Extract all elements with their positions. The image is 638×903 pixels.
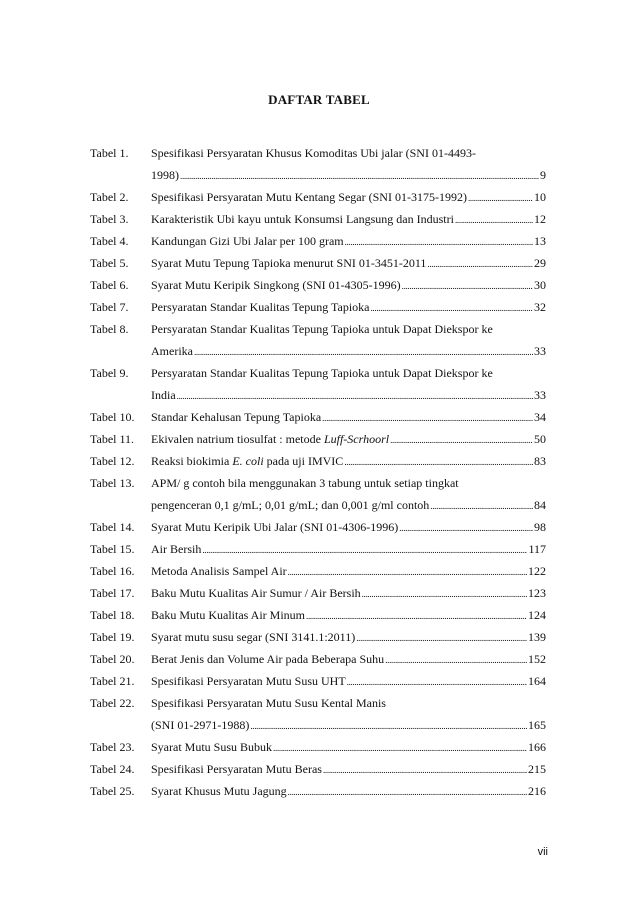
entry-last-line — [151, 406, 546, 428]
entry-body — [151, 428, 546, 450]
entry-body — [151, 142, 546, 186]
entry-body — [151, 274, 546, 296]
entry-page-number: 12 — [534, 212, 546, 226]
entry-label: Tabel 25. — [90, 784, 135, 798]
table-entry — [90, 318, 546, 362]
entry-body — [151, 186, 546, 208]
table-entry — [90, 626, 546, 648]
table-entry — [90, 428, 546, 450]
entry-title-line: Persyaratan Standar Kualitas Tepung Tapioka untuk Dapat Diekspor ke — [151, 366, 493, 380]
entry-title: Metoda Analisis Sampel Air — [151, 564, 287, 578]
dot-leader — [427, 253, 533, 274]
entry-body — [151, 648, 546, 670]
entry-title: Syarat Mutu Susu Bubuk — [151, 740, 273, 754]
entry-page-number: 10 — [534, 190, 546, 204]
entry-last-line — [151, 780, 546, 802]
entry-title-italic: E. coli — [232, 454, 264, 468]
dot-leader — [202, 539, 527, 560]
dot-leader — [306, 605, 527, 626]
entry-page-number: 215 — [528, 762, 546, 776]
entry-title: Syarat Khusus Mutu Jagung — [151, 784, 287, 798]
entry-page-number: 166 — [528, 740, 546, 754]
table-entry — [90, 472, 546, 516]
entry-body — [151, 296, 546, 318]
entry-label: Tabel 22. — [90, 696, 135, 710]
entry-last-line — [151, 274, 546, 296]
entry-title-line: Spesifikasi Persyaratan Khusus Komoditas Ubi jalar (SNI 01-4493- — [151, 146, 476, 160]
dot-leader — [455, 209, 533, 230]
table-entry — [90, 274, 546, 296]
entry-title-line: Spesifikasi Persyaratan Mutu Susu Kental Manis — [151, 696, 386, 710]
table-entry — [90, 758, 546, 780]
entry-title: Berat Jenis dan Volume Air pada Beberapa Suhu — [151, 652, 385, 666]
entry-last-line — [151, 714, 546, 736]
entry-body — [151, 560, 546, 582]
entry-label: Tabel 1. — [90, 146, 129, 160]
entry-page-number: 216 — [528, 784, 546, 798]
entry-page-number: 13 — [534, 234, 546, 248]
entry-title: Spesifikasi Persyaratan Mutu Kentang Segar (SNI 01-3175-1992) — [151, 190, 467, 204]
dot-leader — [390, 429, 533, 450]
entry-label: Tabel 2. — [90, 190, 129, 204]
dot-leader — [344, 451, 533, 472]
entry-body — [151, 362, 546, 406]
entry-last-line — [151, 758, 546, 780]
entry-body — [151, 692, 546, 736]
entry-last-line — [151, 384, 546, 406]
entry-page-number: 84 — [534, 498, 546, 512]
entry-label: Tabel 23. — [90, 740, 135, 754]
entry-label: Tabel 13. — [90, 476, 135, 490]
entry-body — [151, 736, 546, 758]
entry-title: Spesifikasi Persyaratan Mutu Beras — [151, 762, 322, 776]
entry-label: Tabel 8. — [90, 322, 129, 336]
entry-page-number: 122 — [528, 564, 546, 578]
entry-last-line — [151, 450, 546, 472]
page-number: vii — [537, 846, 548, 858]
entry-label: Tabel 7. — [90, 300, 129, 314]
table-entry — [90, 362, 546, 406]
entry-page-number: 123 — [528, 586, 546, 600]
entry-label: Tabel 14. — [90, 520, 135, 534]
entry-page-number: 124 — [528, 608, 546, 622]
table-entry — [90, 736, 546, 758]
entry-last-line — [151, 560, 546, 582]
entry-body — [151, 758, 546, 780]
table-entry — [90, 648, 546, 670]
dot-leader — [347, 671, 527, 692]
dot-leader — [385, 649, 527, 670]
entry-last-line — [151, 648, 546, 670]
table-entry — [90, 406, 546, 428]
entry-title: Syarat Mutu Keripik Singkong (SNI 01-4305-1996) — [151, 278, 401, 292]
table-list — [90, 142, 546, 802]
entry-title: Baku Mutu Kualitas Air Sumur / Air Bersih — [151, 586, 361, 600]
entry-page-number: 9 — [540, 168, 546, 182]
entry-body — [151, 670, 546, 692]
entry-last-line — [151, 186, 546, 208]
dot-leader — [399, 517, 533, 538]
entry-page-number: 98 — [534, 520, 546, 534]
entry-body — [151, 780, 546, 802]
entry-page-number: 30 — [534, 278, 546, 292]
entry-page-number: 33 — [534, 388, 546, 402]
entry-title: Kandungan Gizi Ubi Jalar per 100 gram — [151, 234, 344, 248]
dot-leader — [356, 627, 527, 648]
entry-title: Karakteristik Ubi kayu untuk Konsumsi Langsung dan Industri — [151, 212, 454, 226]
entry-page-number: 34 — [534, 410, 546, 424]
entry-label: Tabel 19. — [90, 630, 135, 644]
entry-title: pengenceran 0,1 g/mL; 0,01 g/mL; dan 0,001 g/ml contoh — [151, 498, 430, 512]
table-entry — [90, 604, 546, 626]
table-entry — [90, 582, 546, 604]
entry-body — [151, 450, 546, 472]
table-entry — [90, 230, 546, 252]
page-title: DAFTAR TABEL — [268, 92, 370, 107]
dot-leader — [180, 165, 539, 186]
entry-title: Persyaratan Standar Kualitas Tepung Tapioka — [151, 300, 370, 314]
entry-body — [151, 472, 546, 516]
entry-page-number: 117 — [528, 542, 546, 556]
entry-body — [151, 604, 546, 626]
entry-title-italic: Luff-Scrhoorl — [323, 432, 390, 446]
dot-leader — [345, 231, 533, 252]
dot-leader — [322, 407, 533, 428]
table-entry — [90, 692, 546, 736]
table-entry — [90, 208, 546, 230]
entry-page-number: 165 — [528, 718, 546, 732]
dot-leader — [402, 275, 533, 296]
entry-last-line — [151, 670, 546, 692]
entry-body — [151, 538, 546, 560]
dot-leader — [323, 759, 527, 780]
entry-label: Tabel 18. — [90, 608, 135, 622]
entry-page-number: 32 — [534, 300, 546, 314]
entry-label: Tabel 6. — [90, 278, 129, 292]
dot-leader — [370, 297, 533, 318]
entry-body — [151, 208, 546, 230]
entry-title: Amerika — [151, 344, 193, 358]
table-entry — [90, 560, 546, 582]
entry-title: (SNI 01-2971-1988) — [151, 718, 250, 732]
entry-title-line: Persyaratan Standar Kualitas Tepung Tapioka untuk Dapat Diekspor ke — [151, 322, 493, 336]
entry-page-number: 29 — [534, 256, 546, 270]
dot-leader — [273, 737, 527, 758]
entry-last-line — [151, 252, 546, 274]
entry-last-line — [151, 340, 546, 362]
entry-last-line — [151, 428, 546, 450]
dot-leader — [288, 561, 527, 582]
dot-leader — [288, 781, 527, 802]
entry-label: Tabel 4. — [90, 234, 129, 248]
dot-leader — [177, 385, 533, 406]
entry-page-number: 83 — [534, 454, 546, 468]
entry-last-line — [151, 582, 546, 604]
entry-last-line — [151, 736, 546, 758]
entry-label: Tabel 11. — [90, 432, 135, 446]
entry-label: Tabel 10. — [90, 410, 135, 424]
entry-last-line — [151, 208, 546, 230]
entry-label: Tabel 5. — [90, 256, 129, 270]
entry-label: Tabel 21. — [90, 674, 135, 688]
dot-leader — [194, 341, 533, 362]
entry-last-line — [151, 516, 546, 538]
table-entry — [90, 450, 546, 472]
table-entry — [90, 186, 546, 208]
entry-title: Syarat Mutu Tepung Tapioka menurut SNI 01-3451-2011 — [151, 256, 427, 270]
entry-last-line — [151, 230, 546, 252]
entry-last-line — [151, 626, 546, 648]
entry-title: Spesifikasi Persyaratan Mutu Susu UHT — [151, 674, 346, 688]
entry-label: Tabel 15. — [90, 542, 135, 556]
entry-label: Tabel 3. — [90, 212, 129, 226]
entry-body — [151, 406, 546, 428]
entry-title: Syarat Mutu Keripik Ubi Jalar (SNI 01-4306-1996) — [151, 520, 399, 534]
entry-title: Reaksi biokimia E. coli pada uji IMVIC — [151, 454, 344, 468]
table-entry — [90, 296, 546, 318]
entry-title: 1998) — [151, 168, 179, 182]
entry-label: Tabel 17. — [90, 586, 135, 600]
dot-leader — [250, 715, 527, 736]
entry-last-line — [151, 296, 546, 318]
entry-page-number: 164 — [528, 674, 546, 688]
dot-leader — [362, 583, 527, 604]
entry-body — [151, 582, 546, 604]
entry-title: Syarat mutu susu segar (SNI 3141.1:2011) — [151, 630, 356, 644]
entry-body — [151, 318, 546, 362]
entry-label: Tabel 9. — [90, 366, 129, 380]
entry-title-line: APM/ g contoh bila menggunakan 3 tabung untuk setiap tingkat — [151, 476, 459, 490]
table-entry — [90, 538, 546, 560]
table-entry — [90, 780, 546, 802]
entry-label: Tabel 16. — [90, 564, 135, 578]
entry-title: India — [151, 388, 176, 402]
table-entry — [90, 142, 546, 186]
entry-page-number: 33 — [534, 344, 546, 358]
entry-body — [151, 252, 546, 274]
entry-last-line — [151, 538, 546, 560]
entry-page-number: 139 — [528, 630, 546, 644]
entry-title: Ekivalen natrium tiosulfat : metode Luff-Scrhoorl — [151, 432, 390, 446]
table-entry — [90, 252, 546, 274]
entry-body — [151, 516, 546, 538]
table-entry — [90, 516, 546, 538]
entry-last-line — [151, 164, 546, 186]
entry-body — [151, 626, 546, 648]
entry-last-line — [151, 604, 546, 626]
entry-title: Standar Kehalusan Tepung Tapioka — [151, 410, 322, 424]
entry-title: Baku Mutu Kualitas Air Minum — [151, 608, 305, 622]
table-entry — [90, 670, 546, 692]
entry-last-line — [151, 494, 546, 516]
entry-label: Tabel 20. — [90, 652, 135, 666]
entry-page-number: 50 — [534, 432, 546, 446]
entry-body — [151, 230, 546, 252]
dot-leader — [468, 187, 533, 208]
entry-label: Tabel 24. — [90, 762, 135, 776]
entry-label: Tabel 12. — [90, 454, 135, 468]
entry-page-number: 152 — [528, 652, 546, 666]
dot-leader — [430, 495, 533, 516]
entry-title: Air Bersih — [151, 542, 202, 556]
